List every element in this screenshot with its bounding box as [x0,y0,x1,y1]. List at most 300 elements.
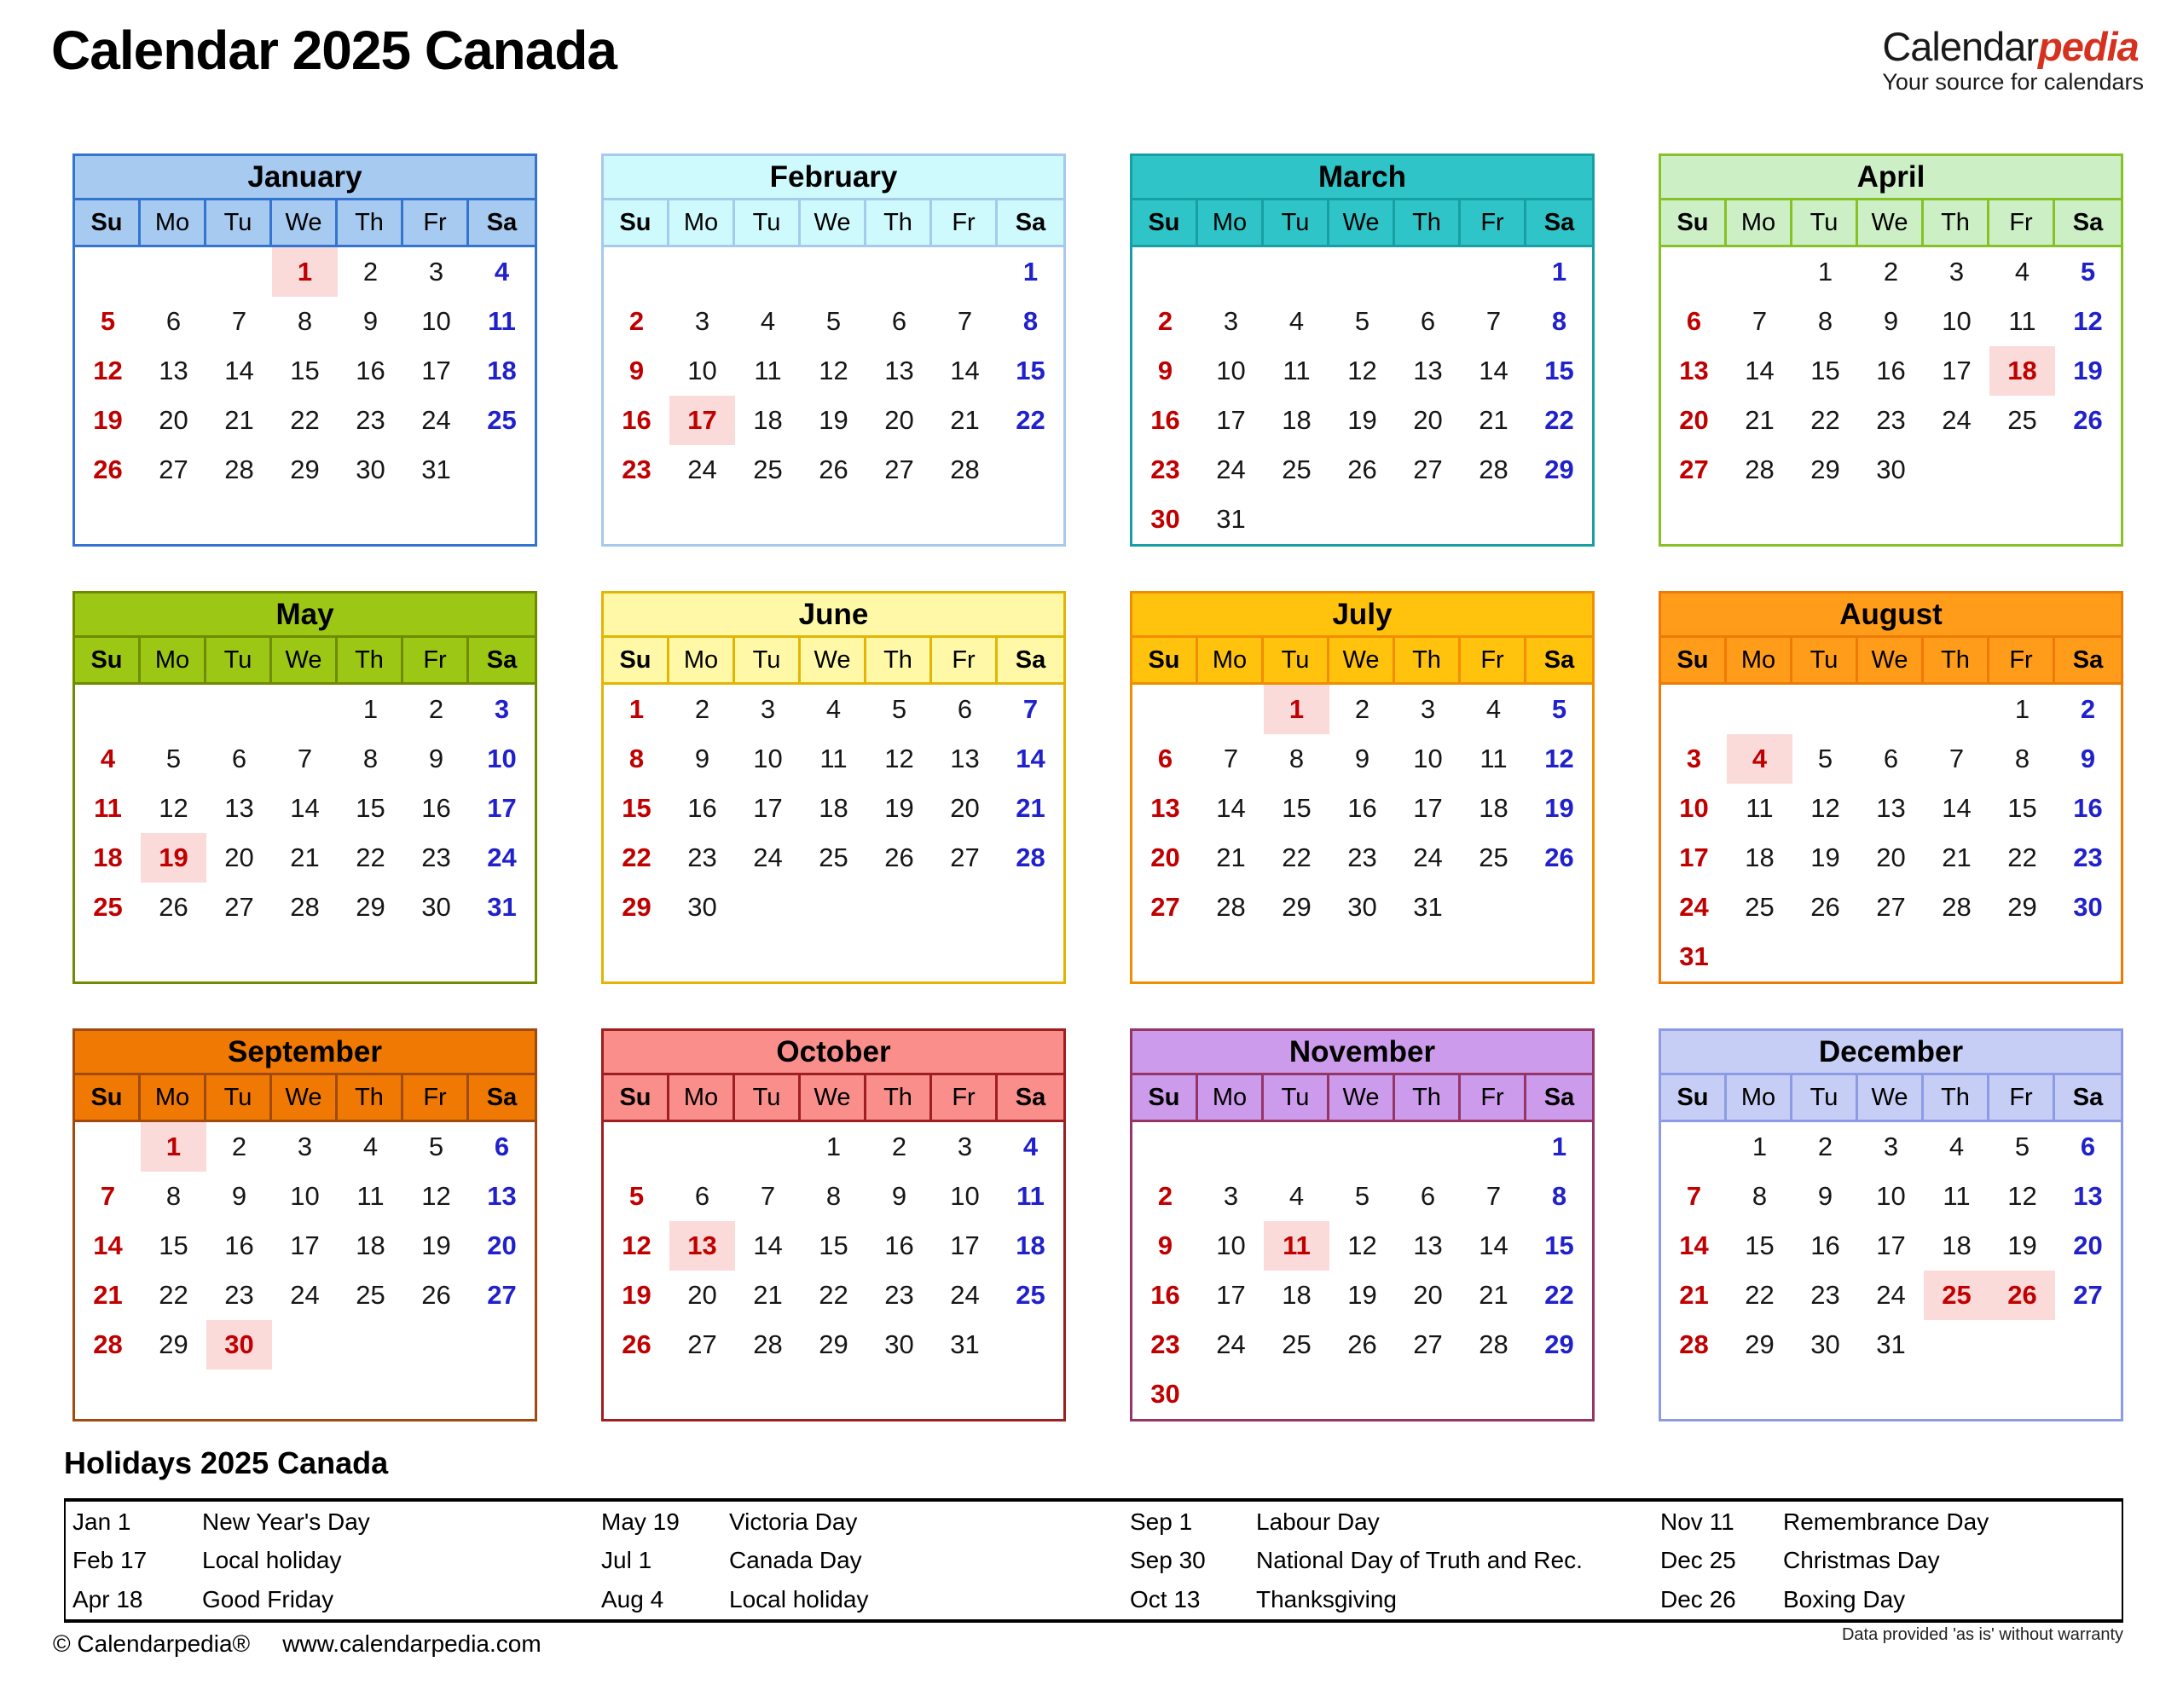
holiday-name: Thanksgiving [1256,1585,1397,1612]
day-cell: 15 [159,1230,188,1260]
day-cell: 14 [290,793,320,823]
day-cell: 14 [1745,356,1775,385]
month-october [601,1028,1066,1421]
month-title: February [604,156,1063,200]
day-cell: 14 [1679,1230,1709,1260]
day-cell: 26 [421,1280,451,1310]
day-cell: 5 [428,1132,444,1161]
day-cell: 9 [362,306,379,336]
weekday-header: Fr [403,1075,469,1120]
day-cell-empty [272,495,338,544]
day-cell: 21 [1479,1280,1508,1310]
day-cell-empty [141,247,206,297]
day-cell: 24 [421,405,451,435]
day-cell: 13 [224,793,254,823]
month-title: March [1132,156,1592,200]
day-cell: 5 [1354,306,1370,336]
day-cell: 13 [1679,356,1709,385]
day-cell: 7 [1485,1181,1502,1211]
weekday-header: Mo [141,200,206,245]
weekday-header: Su [1132,200,1198,245]
weekday-header: Sa [1543,646,1575,674]
day-cell-empty [469,1320,535,1369]
day-cell: 7 [1686,1181,1702,1211]
day-cell: 28 [1216,892,1246,922]
day-cell: 10 [1413,744,1443,773]
day-cell: 12 [1347,356,1377,385]
day-cell-empty [866,247,932,297]
day-cell: 25 [1924,1271,1989,1320]
day-cell: 20 [1413,1280,1443,1310]
day-cell: 26 [819,455,848,484]
month-january [72,153,537,547]
holiday-name: Christmas Day [1783,1547,1940,1574]
weekday-header: Mo [1727,1075,1792,1120]
day-cell-empty [998,932,1063,981]
holiday-date: Apr 18 [72,1585,143,1612]
day-cell-empty [403,1369,469,1419]
day-cell: 26 [2073,405,2103,435]
day-cell: 29 [1544,455,1574,484]
weekday-header: Su [604,638,669,682]
day-cell: 9 [628,356,645,385]
month-september [72,1028,537,1421]
day-cell: 2 [2080,694,2096,724]
day-cell: 25 [356,1280,385,1310]
day-cell: 4 [825,694,842,724]
weekday-header: Fr [403,200,469,245]
weekday-header-row [1132,200,1592,247]
day-cell: 25 [1016,1280,1045,1310]
day-cell: 28 [753,1329,783,1359]
day-cell: 20 [884,405,914,435]
day-cell: 10 [487,744,517,773]
day-cell: 21 [93,1280,123,1310]
day-cell-empty [866,495,932,544]
day-cell: 25 [1745,892,1775,922]
day-cell: 26 [1347,1329,1377,1359]
day-cell: 1 [1817,257,1833,287]
day-cell-empty [1989,1369,2055,1419]
day-cell-empty [1132,685,1198,734]
day-cell-empty [1727,932,1792,981]
day-cell: 22 [1745,1280,1775,1310]
day-cell: 19 [884,793,914,823]
holiday-date: Jan 1 [72,1508,131,1535]
day-cell: 14 [1479,356,1508,385]
logo-wordmark [1882,26,2144,69]
day-cell: 31 [1413,892,1443,922]
day-cell: 19 [421,1230,451,1260]
month-august [1659,591,2123,984]
month-title: April [1661,156,2121,200]
day-cell: 29 [622,892,651,922]
day-cell: 16 [421,793,451,823]
day-grid [1661,685,2121,981]
weekday-header: Th [338,200,403,245]
day-cell: 23 [356,405,385,435]
day-cell-empty [141,932,206,981]
day-cell-empty [1727,685,1792,734]
day-cell: 24 [1876,1280,1906,1310]
weekday-header: Fr [932,1075,998,1120]
day-cell: 14 [1942,793,1972,823]
day-cell: 22 [1544,1280,1574,1310]
day-cell: 31 [950,1329,980,1359]
day-cell-empty [1461,247,1526,297]
day-cell: 26 [159,892,188,922]
day-cell: 28 [290,892,320,922]
day-cell: 22 [622,842,651,872]
holiday-date: May 19 [601,1508,680,1535]
day-cell: 20 [1413,405,1443,435]
day-cell: 23 [2073,842,2103,872]
day-cell-empty [1989,445,2055,495]
day-cell-empty [1526,495,1592,544]
day-cell: 17 [487,793,517,823]
day-cell-empty [735,495,801,544]
day-cell: 30 [884,1329,914,1359]
day-cell-empty [866,1369,932,1419]
day-cell: 13 [1150,793,1180,823]
day-cell-empty [1924,1320,1989,1369]
day-cell: 10 [1216,356,1246,385]
day-cell: 31 [421,455,451,484]
day-cell-empty [75,1122,141,1172]
website-link[interactable]: www.calendarpedia.com [282,1630,541,1657]
day-cell-empty [735,247,801,297]
day-cell-empty [604,495,669,544]
day-cell: 17 [669,396,735,445]
day-cell: 30 [421,892,451,922]
day-cell: 11 [1943,1181,1971,1211]
day-cell: 6 [1883,744,1899,773]
weekday-header: Tu [1792,1075,1858,1120]
day-cell-empty [2055,1369,2121,1419]
day-cell-empty [1329,247,1395,297]
day-cell: 24 [950,1280,980,1310]
day-cell: 28 [1016,842,1045,872]
day-cell-empty [1661,495,1727,544]
weekday-header: Th [1395,638,1461,682]
day-cell-empty [1661,1369,1727,1419]
weekday-header-row [1132,638,1592,685]
day-cell: 26 [1810,892,1840,922]
day-cell-empty [1526,1369,1592,1419]
day-cell: 3 [1948,257,1965,287]
day-grid [604,1122,1063,1419]
day-cell: 8 [1752,1181,1768,1211]
day-cell: 10 [1876,1181,1906,1211]
day-cell-empty [1461,932,1526,981]
day-cell: 8 [1551,1181,1567,1211]
weekday-header: Tu [735,638,801,682]
day-cell: 8 [362,744,379,773]
weekday-header: Sa [1015,1084,1046,1111]
day-cell-empty [1661,685,1727,734]
day-cell-empty [1792,685,1858,734]
day-cell: 25 [2007,405,2037,435]
day-cell: 12 [421,1181,451,1211]
weekday-header: We [272,638,338,682]
day-cell: 25 [1282,1329,1312,1359]
day-cell-empty [669,932,735,981]
day-cell-empty [75,932,141,981]
day-cell-empty [735,1122,801,1172]
day-cell: 7 [1752,306,1768,336]
day-cell: 13 [159,356,188,385]
weekday-header: Tu [1792,638,1858,682]
day-cell: 10 [753,744,783,773]
day-cell: 7 [1022,694,1039,724]
holiday-date: Oct 13 [1130,1585,1201,1612]
day-cell: 31 [1679,941,1709,971]
weekday-header: Fr [1989,200,2055,245]
day-cell-empty [801,495,866,544]
day-cell: 6 [1420,1181,1436,1211]
day-cell: 18 [356,1230,385,1260]
day-cell: 26 [622,1329,651,1359]
day-cell-empty [2055,445,2121,495]
day-cell: 21 [1679,1280,1709,1310]
day-cell: 19 [1544,793,1574,823]
day-cell: 8 [1817,306,1833,336]
day-cell-empty [2055,1320,2121,1369]
weekday-header: Th [866,1075,932,1120]
weekday-header: Su [75,200,141,245]
day-cell-empty [669,495,735,544]
day-cell: 2 [1354,694,1370,724]
footer-disclaimer: Data provided 'as is' without warranty [1841,1625,2123,1644]
day-cell: 19 [1810,842,1840,872]
day-cell: 2 [1883,257,1899,287]
day-cell-empty [1792,495,1858,544]
weekday-header: We [801,200,866,245]
day-cell: 3 [1883,1132,1899,1161]
day-cell-empty [1264,932,1329,981]
weekday-header: Th [866,200,932,245]
day-cell-empty [604,1122,669,1172]
day-cell-empty [1329,495,1395,544]
holidays-title: Holidays 2025 Canada [64,1445,389,1480]
day-cell: 10 [1679,793,1709,823]
day-cell: 15 [1544,1230,1574,1260]
day-cell: 11 [1746,793,1774,823]
weekday-header-row [1661,200,2121,247]
weekday-header: Sa [486,646,518,674]
day-cell: 3 [760,694,776,724]
day-cell: 23 [1876,405,1906,435]
day-cell: 14 [224,356,254,385]
weekday-header: Mo [141,1075,206,1120]
day-cell-empty [272,932,338,981]
day-cell-empty [2055,932,2121,981]
day-grid [1132,1122,1592,1419]
day-cell: 18 [1942,1230,1972,1260]
month-title: December [1661,1031,2121,1075]
month-february [601,153,1066,547]
day-cell: 29 [1810,455,1840,484]
weekday-header: Sa [2072,209,2104,236]
weekday-header: Mo [1198,200,1264,245]
day-cell: 22 [290,405,320,435]
weekday-header: We [1329,1075,1395,1120]
day-cell: 20 [1679,405,1709,435]
day-cell: 14 [950,356,980,385]
day-cell: 29 [1282,892,1312,922]
day-cell: 4 [760,306,776,336]
day-cell-empty [1395,932,1461,981]
day-cell: 8 [628,744,645,773]
day-cell: 13 [669,1221,735,1271]
day-cell: 17 [1216,1280,1246,1310]
day-cell: 4 [1288,306,1305,336]
weekday-header: Fr [1989,638,2055,682]
day-cell: 27 [687,1329,717,1359]
month-june [601,591,1066,984]
day-cell: 28 [93,1329,123,1359]
footer-copyright [53,1630,541,1658]
day-cell: 28 [1479,1329,1508,1359]
day-cell-empty [1924,932,1989,981]
day-cell: 19 [93,405,123,435]
day-cell-empty [141,495,206,544]
day-cell: 8 [1288,744,1305,773]
day-cell: 27 [1413,1329,1443,1359]
day-cell: 11 [94,793,122,823]
day-cell: 4 [362,1132,379,1161]
day-cell: 24 [487,842,517,872]
day-cell: 21 [1216,842,1246,872]
day-cell: 30 [206,1320,272,1369]
weekday-header: Sa [2072,1084,2104,1111]
logo-part-pedia: pedia [2038,24,2139,69]
day-cell: 31 [1216,504,1246,534]
weekday-header: Mo [669,200,735,245]
day-cell: 21 [1745,405,1775,435]
weekday-header: Fr [403,638,469,682]
weekday-header: We [272,1075,338,1120]
day-cell-empty [1329,1369,1395,1419]
day-cell: 18 [753,405,783,435]
weekday-header: Th [1395,200,1461,245]
month-title: October [604,1031,1063,1075]
day-cell: 24 [753,842,783,872]
day-cell: 26 [1544,842,1574,872]
weekday-header: Tu [1792,200,1858,245]
weekday-header: Su [1661,200,1727,245]
day-cell: 1 [1264,685,1329,734]
day-cell-empty [1132,247,1198,297]
day-cell: 16 [2073,793,2103,823]
day-cell-empty [272,1320,338,1369]
day-cell: 15 [1544,356,1574,385]
day-cell: 23 [1150,1329,1180,1359]
day-cell: 23 [1810,1280,1840,1310]
day-cell-empty [998,1320,1063,1369]
day-cell: 5 [628,1181,645,1211]
weekday-header-row [604,1075,1063,1122]
day-cell: 11 [1479,744,1508,773]
day-cell-empty [206,685,272,734]
holiday-name: New Year's Day [202,1508,370,1535]
day-cell: 3 [694,306,710,336]
day-cell: 22 [1016,405,1045,435]
day-cell-empty [932,247,998,297]
weekday-header: Fr [1989,1075,2055,1120]
day-cell: 27 [224,892,254,922]
day-cell: 15 [1282,793,1312,823]
weekday-header: Mo [1727,200,1792,245]
day-cell: 5 [100,306,116,336]
day-cell-empty [469,495,535,544]
day-grid [75,247,535,544]
weekday-header: Tu [1264,1075,1329,1120]
day-cell-empty [1329,932,1395,981]
day-cell: 10 [950,1181,980,1211]
day-cell: 20 [224,842,254,872]
day-grid [75,685,535,981]
day-cell-empty [206,932,272,981]
day-cell-empty [1989,1320,2055,1369]
day-cell: 25 [753,455,783,484]
day-cell: 2 [231,1132,247,1161]
day-cell: 2 [428,694,444,724]
day-cell: 8 [1551,306,1567,336]
day-cell-empty [932,883,998,932]
weekday-header-row [604,638,1063,685]
day-cell: 10 [1942,306,1972,336]
holiday-date: Feb 17 [72,1547,148,1574]
day-cell: 16 [1150,1280,1180,1310]
day-cell: 16 [622,405,651,435]
day-cell: 22 [819,1280,848,1310]
holiday-date: Sep 30 [1130,1547,1206,1574]
day-cell: 19 [2073,356,2103,385]
day-cell: 11 [754,356,782,385]
day-cell: 1 [1022,257,1039,287]
day-cell: 18 [487,356,517,385]
holiday-name: Local holiday [202,1547,342,1574]
day-cell-empty [801,883,866,932]
day-cell: 13 [950,744,980,773]
day-cell: 25 [93,892,123,922]
day-cell: 21 [1479,405,1508,435]
day-cell-empty [1661,247,1727,297]
day-cell: 5 [891,694,907,724]
day-cell-empty [604,247,669,297]
day-cell: 2 [891,1132,907,1161]
day-cell-empty [1858,1369,1924,1419]
day-cell: 28 [950,455,980,484]
day-cell: 2 [1157,306,1173,336]
day-cell: 8 [165,1181,182,1211]
day-cell: 1 [272,247,338,297]
day-cell: 30 [2073,892,2103,922]
day-cell: 16 [1810,1230,1840,1260]
day-cell: 4 [100,744,116,773]
day-cell: 2 [362,257,379,287]
day-cell-empty [998,883,1063,932]
weekday-header: Tu [1264,200,1329,245]
day-cell: 3 [1223,1181,1239,1211]
day-cell: 2 [1817,1132,1833,1161]
day-cell: 7 [1223,744,1239,773]
weekday-header: Th [1924,1075,1989,1120]
day-cell: 11 [819,744,848,773]
weekday-header: Su [604,1075,669,1120]
day-cell: 27 [1876,892,1906,922]
